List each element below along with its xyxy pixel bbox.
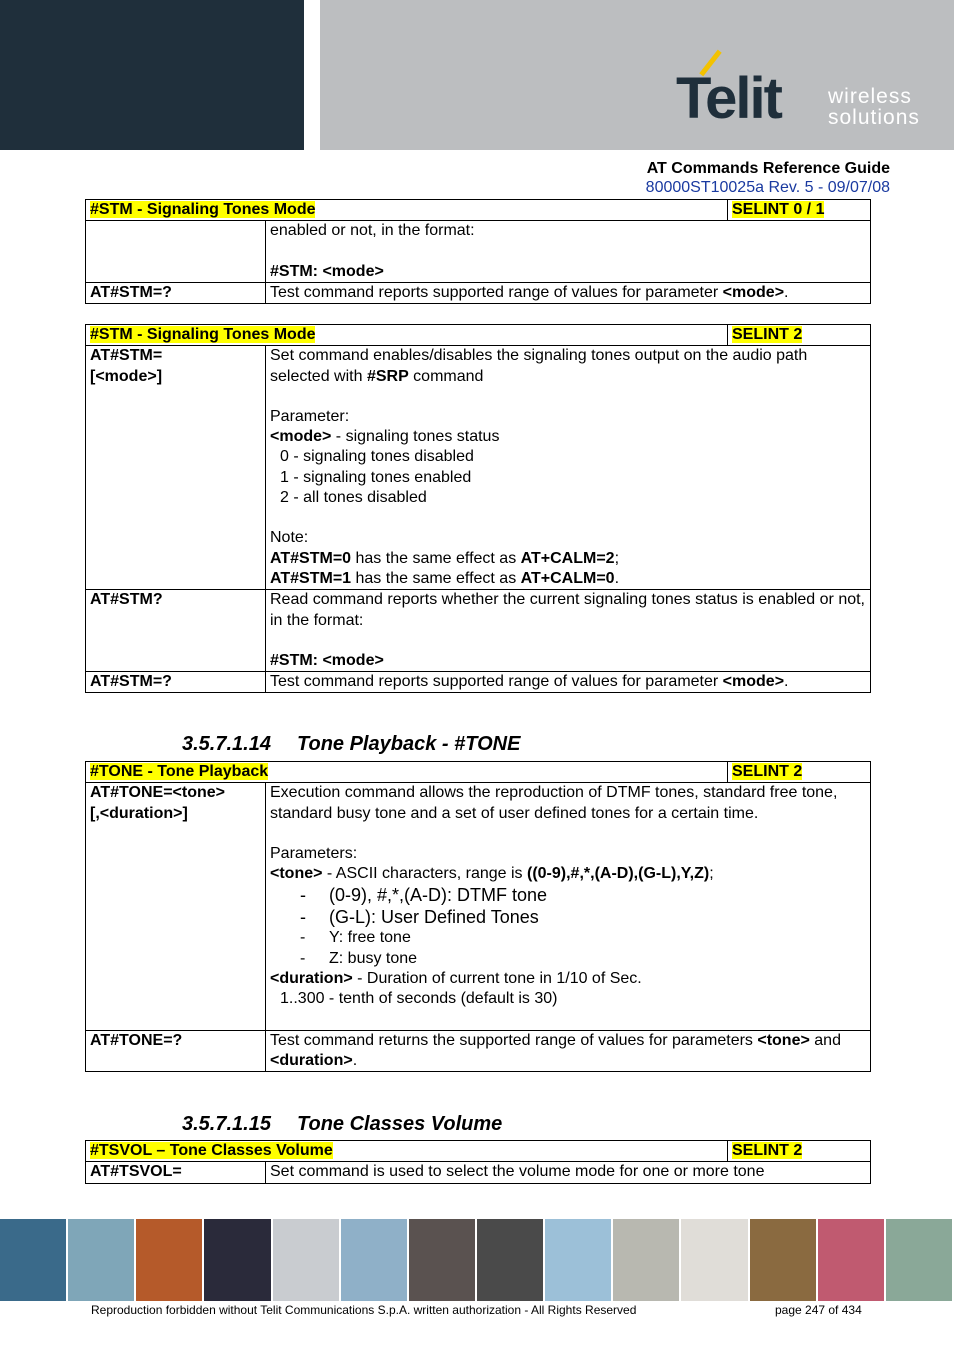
document-title [646,159,890,197]
table-header [86,1141,728,1162]
footer-photo [886,1219,952,1301]
footer-photo [681,1219,747,1301]
description-cell: Test command returns the supported range of values for parameters <tone> and <duration>. [266,1030,871,1072]
selint-label: SELINT 2 [732,763,803,780]
footer-photo [341,1219,407,1301]
footer-photo [477,1219,543,1301]
footer-photo [545,1219,611,1301]
response-format: #STM: <mode> [270,262,384,280]
header-dark-panel [0,0,304,150]
footer-photo [409,1219,475,1301]
selint-cell [728,1141,871,1162]
command-cell: AT#STM=? [86,672,266,693]
list-item: - (G-L): User Defined Tones [300,907,539,928]
footer-image-strip [0,1219,954,1301]
selint-cell [728,200,871,221]
command-cell: AT#TONE=<tone> [,<duration>] [86,783,266,1030]
table-header [86,762,728,783]
param-option: 2 - all tones disabled [280,489,427,507]
footer-photo [818,1219,884,1301]
table-header [86,200,728,221]
command-cell: AT#STM=? [86,282,266,303]
description-text: enabled or not, in the format: [270,222,475,240]
selint-label: SELINT 2 [732,1142,803,1159]
stm-table-selint2 [85,324,871,693]
selint-label: SELINT 2 [732,326,803,343]
command-cell: AT#TONE=? [86,1030,266,1072]
footer-photo [273,1219,339,1301]
logo-wordmark: Telit [676,66,781,131]
command-cell: AT#STM= [<mode>] [86,346,266,590]
command-cell [86,221,266,283]
table-name: #TONE - Tone Playback [90,763,269,780]
description-cell [266,221,871,283]
guide-title: AT Commands Reference Guide [646,160,890,177]
footer-photo [68,1219,134,1301]
doc-reference: 80000ST10025a Rev. 5 - 09/07/08 [645,179,890,196]
logo-tagline-2: solutions [828,106,920,129]
tone-table [85,761,871,1072]
selint-cell [728,325,871,346]
footer-photo [204,1219,270,1301]
description-cell: Execution command allows the reproduction of DTMF tones, standard free tone, standard busy tone and a set of user defined tones for a certain time. Parameters: <tone> - ASCII characters, range is ((0-9),#,*,(A-D),(G-L),Y,Z); - (0-9), #,*,(A-D): DTMF tone - (G-L): User Defined Tones - Y: free tone - Z: busy tone <duration> - Duration of current tone in 1/10 of Sec. 1..300 - tenth of seconds (default is 30) [266,783,871,1030]
list-item: - (0-9), #,*,(A-D): DTMF tone [300,885,548,906]
command-cell: AT#STM? [86,590,266,672]
table-name: #STM - Signaling Tones Mode [90,201,316,218]
list-item: - Y: free tone [300,929,411,947]
table-header [86,325,728,346]
description-cell: Read command reports whether the current signaling tones status is enabled or not, in the format: #STM: <mode> [266,590,871,672]
description-cell: Test command reports supported range of values for parameter <mode>. [266,672,871,693]
param-option: 1 - signaling tones enabled [280,468,472,486]
selint-label: SELINT 0 / 1 [732,201,825,218]
section-heading-tone: 3.5.7.1.14 Tone Playback - #TONE [182,733,521,755]
section-heading-tsvol: 3.5.7.1.15 Tone Classes Volume [182,1113,503,1135]
param-option: 0 - signaling tones disabled [280,448,474,466]
copyright-notice: Reproduction forbidden without Telit Communications S.p.A. written authorization - All Rights Reserved [91,1303,637,1317]
stm-table-selint01 [85,199,871,304]
telit-logo [676,48,926,138]
description-cell: Test command reports supported range of values for parameter <mode>. [266,282,871,303]
logo-tagline-1: wireless [828,85,912,108]
logo-tagline [828,86,920,128]
list-item: - Z: busy tone [300,949,418,967]
table-name: #TSVOL – Tone Classes Volume [90,1142,333,1159]
description-cell: Set command enables/disables the signaling tones output on the audio path selected with #SRP command Parameter: <mode> - signaling tones status 0 - signaling tones disabled 1 - signaling tones enabled 2 - all tones disabled Note: AT#STM=0 has the same effect as AT+CALM=2; AT#STM=1 has the same effect as AT+CALM=0. [266,346,871,590]
footer-photo [136,1219,202,1301]
description-cell: Set command is used to select the volume mode for one or more tone [266,1162,871,1183]
page-number: page 247 of 434 [775,1303,862,1317]
selint-cell [728,762,871,783]
command-cell: AT#TSVOL= [86,1162,266,1183]
footer-photo [613,1219,679,1301]
table-name: #STM - Signaling Tones Mode [90,326,316,343]
tsvol-table [85,1140,871,1184]
footer-photo [750,1219,816,1301]
footer-photo [0,1219,66,1301]
